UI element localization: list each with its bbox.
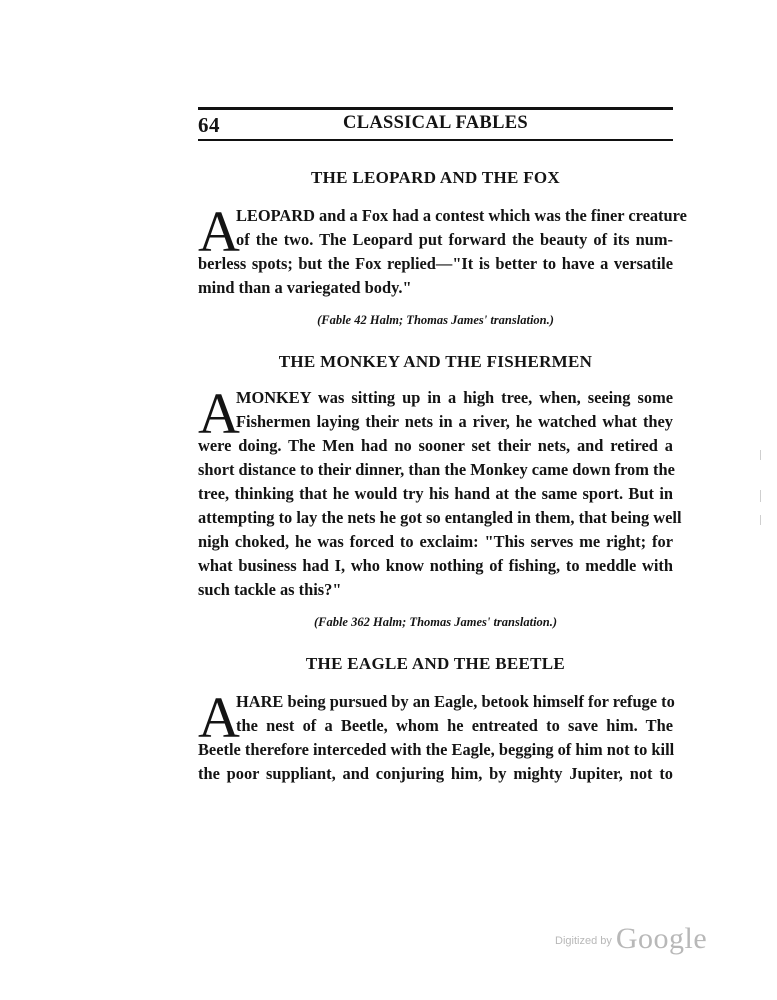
- fable-text-monkey-fishermen: [198, 381, 682, 602]
- google-logo: Google: [615, 922, 708, 955]
- fable-source-monkey-fishermen: (Fable 362 Halm; Thomas James' translation.): [313, 615, 558, 629]
- fable-text-eagle-beetle: [198, 685, 675, 786]
- scan-mark: [760, 515, 761, 525]
- text-line: such tackle as this?": [198, 580, 342, 599]
- text-line: attempting to lay the nets he got so entangled in them, that being well: [198, 508, 682, 527]
- text-line: short distance to their dinner, than the Monkey came down from the: [198, 460, 675, 479]
- drop-cap: A: [198, 381, 240, 446]
- text-line: MONKEY was sitting up in a high tree, when, seeing some: [236, 388, 673, 407]
- text-line: LEOPARD and a Fox had a contest which was the finer creature: [236, 206, 687, 225]
- drop-cap: A: [198, 199, 240, 264]
- drop-cap: A: [198, 685, 240, 750]
- scan-mark: [760, 490, 761, 502]
- header-rule-bottom: [198, 139, 673, 141]
- text-line: berless spots; but the Fox replied—"It is better to have a versatile: [198, 254, 673, 273]
- text-line: of the two. The Leopard put forward the beauty of its num-: [236, 230, 673, 249]
- fable-title-eagle-beetle: THE EAGLE AND THE BEETLE: [305, 654, 566, 673]
- digitized-by-google-watermark: [555, 922, 707, 956]
- running-head: [198, 113, 673, 139]
- text-line: Fishermen laying their nets in a river, he watched what they: [236, 412, 673, 431]
- page-number: 64: [198, 113, 220, 137]
- text-line: were doing. The Men had no sooner set their nets, and retired a: [198, 436, 673, 455]
- running-title: CLASSICAL FABLES: [343, 113, 528, 133]
- header-rule-top: [198, 107, 673, 110]
- text-line: nigh choked, he was forced to exclaim: "This serves me right; for: [198, 532, 673, 551]
- text-line: HARE being pursued by an Eagle, betook himself for refuge to: [236, 692, 675, 711]
- scan-mark: [760, 450, 761, 460]
- text-line: Beetle therefore interceded with the Eagle, begging of him not to kill: [198, 740, 675, 759]
- text-line: the nest of a Beetle, whom he entreated to save him. The: [236, 716, 673, 735]
- text-line: the poor suppliant, and conjuring him, by mighty Jupiter, not to: [198, 764, 673, 783]
- fable-title-monkey-fishermen: THE MONKEY AND THE FISHERMEN: [278, 352, 593, 371]
- fable-title-leopard-fox: THE LEOPARD AND THE FOX: [310, 168, 561, 187]
- text-line: what business had I, who know nothing of fishing, to meddle with: [198, 556, 673, 575]
- text-line: tree, thinking that he would try his hand at the same sport. But in: [198, 484, 673, 503]
- watermark-prefix: Digitized by: [555, 935, 612, 947]
- fable-text-leopard-fox: [198, 199, 687, 300]
- text-line: mind than a variegated body.": [198, 278, 412, 297]
- fable-source-leopard-fox: (Fable 42 Halm; Thomas James' translation.): [317, 313, 554, 327]
